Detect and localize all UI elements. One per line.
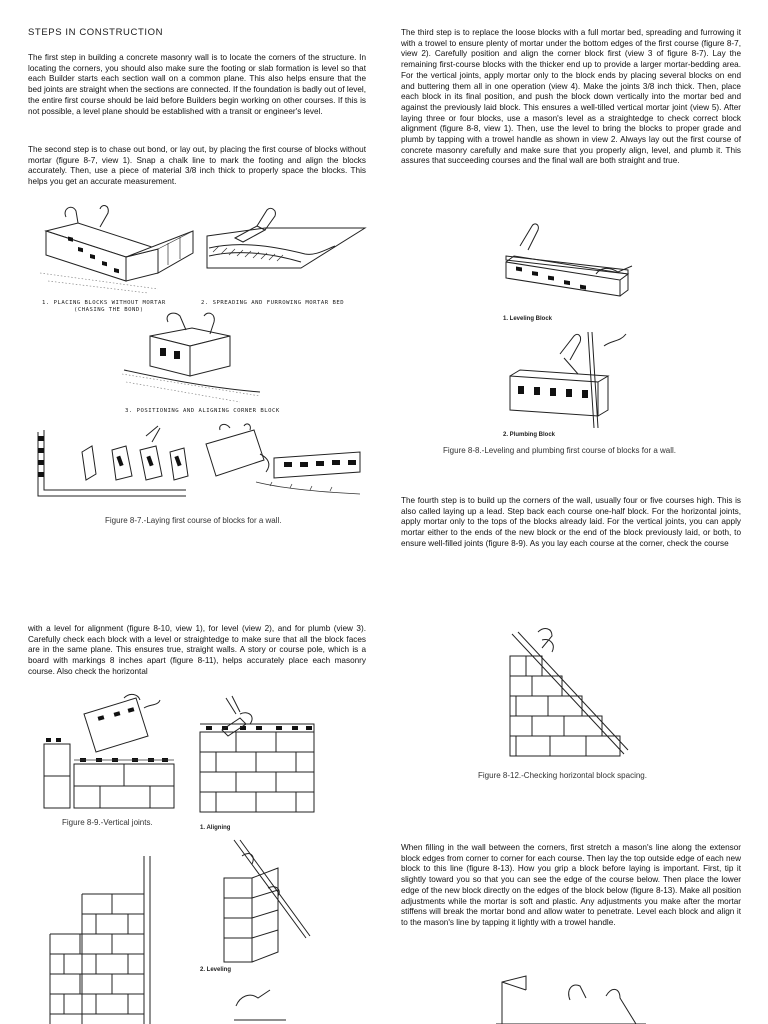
section-heading: STEPS IN CONSTRUCTION <box>28 27 164 38</box>
figure-8-7-view-2-illustration <box>205 208 370 293</box>
figure-8-7-caption: Figure 8-7.-Laying first course of blocks for a wall. <box>105 516 282 525</box>
figure-8-8-view-1-illustration <box>500 222 640 312</box>
paragraph-first-step: The first step in building a concrete masonry wall is to locate the corners of the structure. In locating the corners, you should also make sure the footing or slab formation is level so that each Builder starts each section wall on a common plane. This also helps ensure that the bed joints are straight when the sections are connected. If the foundation is badly out of level, the entire first course should be laid before Builders begin working on other courses. If this is not possible, a level plane should be established with a transit or engineer's level. <box>28 53 366 116</box>
figure-8-7-view-5-illustration <box>200 424 370 510</box>
figure-8-7-view-3-label: 3. POSITIONING AND ALIGNING CORNER BLOCK <box>125 408 280 414</box>
figure-8-10-view-3-illustration <box>230 986 290 1024</box>
paragraph-filling-wall: When filling in the wall between the corners, first stretch a mason's line along the extensor block edges from corner to corner for each course. Then lay the top outside edge of each new block to this line (figure 8-13). How you grip a block before laying is important. First, tip it slightly toward you so that you can see the edge of the course below. Then place the lower edge of the new block directly on the edges of the block below (figure 8-13). Make all position adjustments while the mortar is soft and plastic. Any adjustments you make after the mortar stiffens will break the mortar bond and allow water to penetrate. Level each block and align it to the mason's line by tapping it lightly with a trowel handle. <box>401 843 741 927</box>
figure-8-9-caption: Figure 8-9.-Vertical joints. <box>62 818 153 827</box>
figure-8-8-caption: Figure 8-8.-Leveling and plumbing first course of blocks for a wall. <box>443 446 676 455</box>
figure-8-7-view-1-illustration <box>38 203 198 293</box>
figure-8-7-view-4-illustration <box>36 424 196 504</box>
paragraph-third-step: The third step is to replace the loose blocks with a full mortar bed, spreading and furrowing it with a trowel to ensure plenty of mortar under the bottom edges of the first course (figure 8-7, view 2). Carefully position and align the corner block first (view 3 of figure 8-7). Lay the remaining first-course blocks with the thicker end up to provide a larger mortar-bedding area. For the vertical joints, apply mortar only to the block ends by placing several blocks on end and buttering them all in one operation (view 4). Make the joints 3/8 inch thick. Then, place each block in its final position, and push the block down vertically into the mortar bed and against the previously laid block. This ensures a well-tilled vertical mortar joint (view 5). After laying three or four blocks, use a mason's level as a straightedge to check correct block alignment (figure 8-8, view 1). Then, use the level to bring the blocks to proper grade and plumb by tapping with a trowel handle as shown in view 2. Always lay out the first course of concrete masonry carefully and make sure that you properly align, level, and plumb it. This assures that succeeding courses and the final wall are both straight and true. <box>401 28 741 166</box>
figure-8-8-view-1-label: 1. Leveling Block <box>503 316 553 322</box>
figure-8-8-view-2-label: 2. Plumbing Block <box>503 432 556 438</box>
figure-8-10-view-1-illustration <box>196 694 326 822</box>
figure-8-7-view-1-sublabel: (CHASING THE BOND) <box>74 307 144 313</box>
figure-8-7-view-3-illustration <box>120 312 270 404</box>
figure-8-12-illustration <box>502 626 632 762</box>
paragraph-second-step: The second step is to chase out bond, or lay out, by placing the first course of blocks without mortar (figure 8-7, view 1). Snap a chalk line to mark the footing and align the blocks accurately. Then, use a piece of material 3/8 inch thick to properly space the blocks. This helps you get an accurate measurement. <box>28 145 366 187</box>
figure-8-7-view-1-label: 1. PLACING BLOCKS WITHOUT MORTAR <box>42 300 166 306</box>
figure-8-10-view-2-illustration <box>222 838 322 964</box>
figure-8-8-view-2-illustration <box>508 330 638 430</box>
figure-8-10-view-1-label: 1. Aligning <box>200 825 231 831</box>
figure-8-12-caption: Figure 8-12.-Checking horizontal block spacing. <box>478 771 647 780</box>
figure-8-13-illustration <box>496 970 646 1024</box>
figure-8-7-view-2-label: 2. SPREADING AND FURROWING MORTAR BED <box>201 300 345 306</box>
paragraph-fourth-step: The fourth step is to build up the corners of the wall, usually four or five courses high. This is also called laying up a lead. Step back each course one-half block. For the horizontal joints, apply mortar only to the tops of the blocks already laid. For the vertical joints, you can apply mortar either to the ends of the new block or the end of the block previously laid, or both, to ensure well-filled joints (figure 8-9). As you lay each course at the corner, check the course <box>401 496 741 548</box>
paragraph-check-course: with a level for alignment (figure 8-10, view 1), for level (view 2), and for plumb (view 3). Carefully check each block with a level or straightedge to make sure that all the block faces are in the same plane. This ensures true, straight walls. A story or course pole, which is a board with markings 8 inches apart (figure 8-11), helps accurately place each masonry course. Also check the horizontal <box>28 624 366 676</box>
figure-8-9-illustration <box>40 694 180 814</box>
figure-8-10-view-2-label: 2. Leveling <box>200 967 232 973</box>
figure-8-11-illustration <box>48 854 168 1024</box>
